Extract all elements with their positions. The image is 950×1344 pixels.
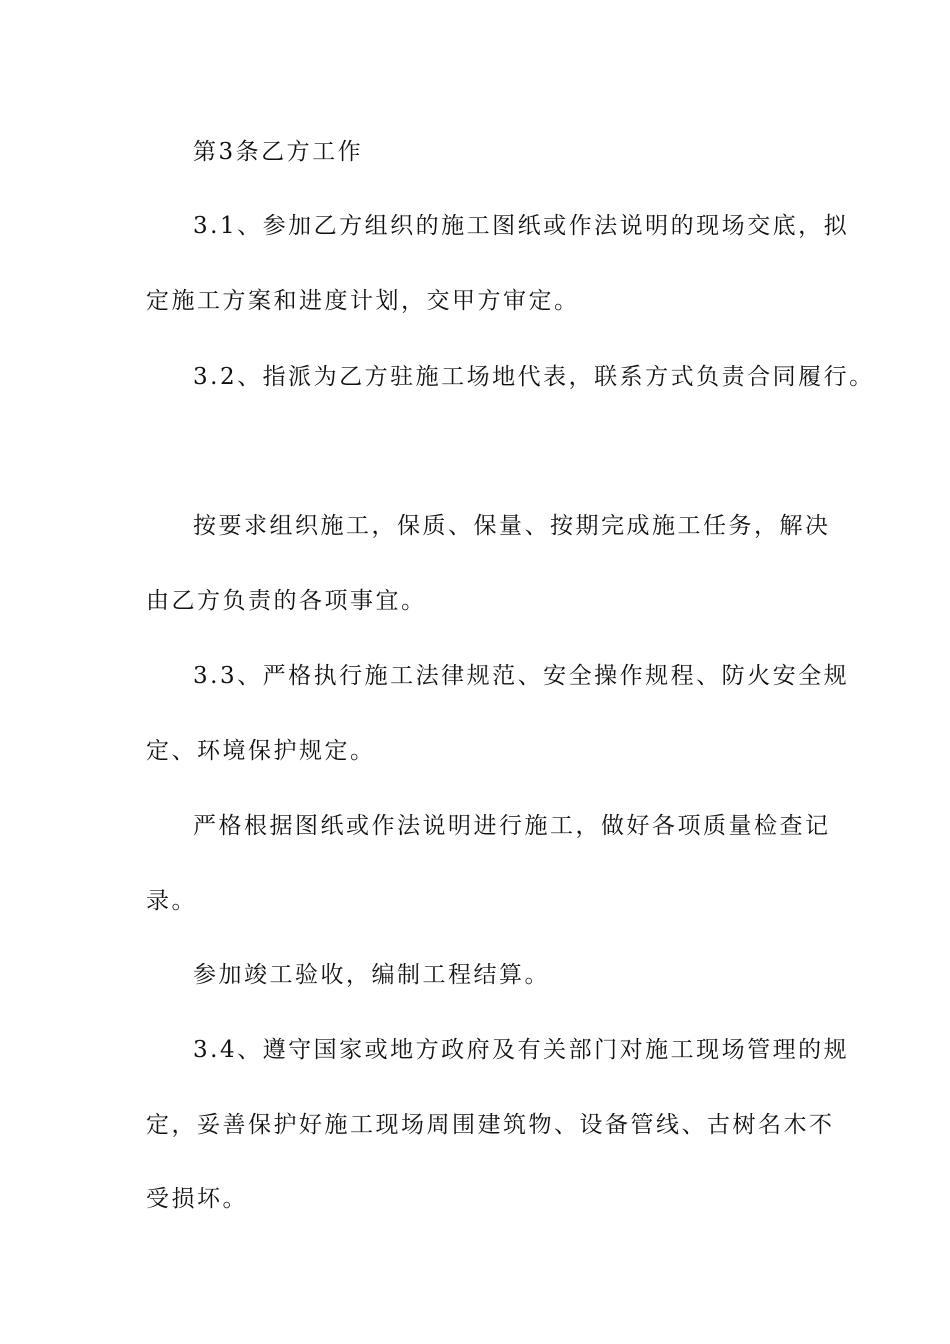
paragraph-line: 3.4、遵守国家或地方政府及有关部门对施工现场管理的规 xyxy=(193,1037,850,1063)
paragraph-line: 由乙方负责的各项事宜。 xyxy=(146,588,427,614)
paragraph-line: 录。 xyxy=(146,888,197,914)
paragraph-line: 严格根据图纸或作法说明进行施工，做好各项质量检查记 xyxy=(193,813,831,839)
paragraph-line: 3.2、指派为乙方驻施工场地代表，联系方式负责合同履行。 xyxy=(193,364,875,390)
paragraph-line: 按要求组织施工，保质、保量、按期完成施工任务，解决 xyxy=(193,513,831,539)
paragraph-line: 定、环境保护规定。 xyxy=(146,738,376,764)
section-heading: 第3条乙方工作 xyxy=(193,139,364,165)
paragraph-line: 3.1、参加乙方组织的施工图纸或作法说明的现场交底，拟 xyxy=(193,213,850,239)
paragraph-line: 受损坏。 xyxy=(146,1186,248,1212)
paragraph-line: 定施工方案和进度计划，交甲方审定。 xyxy=(146,288,580,314)
paragraph-line: 参加竣工验收，编制工程结算。 xyxy=(193,962,550,988)
paragraph-line: 3.3、严格执行施工法律规范、安全操作规程、防火安全规 xyxy=(193,663,850,689)
paragraph-line: 定，妥善保护好施工现场周围建筑物、设备管线、古树名木不 xyxy=(146,1112,835,1138)
